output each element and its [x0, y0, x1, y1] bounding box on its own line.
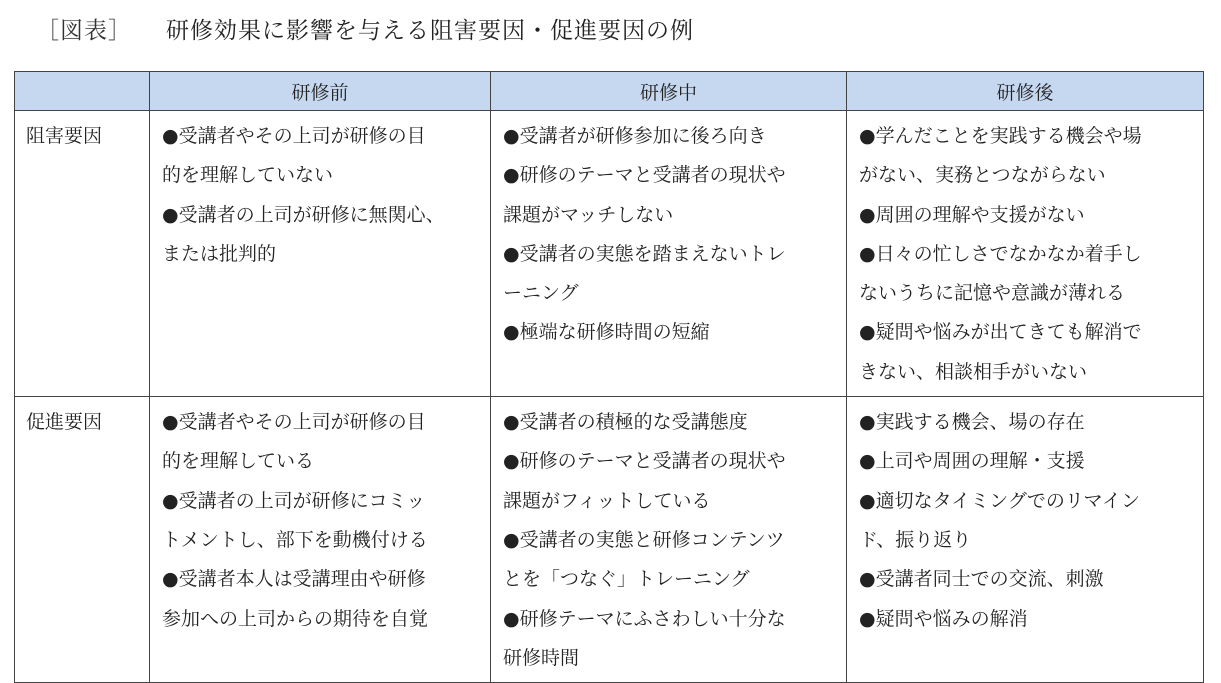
cell-line: ●適切なタイミングでのリマイン — [859, 489, 1141, 512]
cell-line: 参加への上司からの期待を自覚 — [162, 607, 429, 630]
factors-table — [14, 71, 1204, 683]
cell-line: ●受講者の実態を踏まえないトレ — [503, 242, 786, 265]
column-header-after: 研修後 — [847, 72, 1204, 111]
cell-line: ●研修のテーマと受講者の現状や — [503, 164, 786, 187]
cell-line: ●受講者の上司が研修にコミッ — [162, 489, 426, 512]
cell-line: ●日々の忙しさでなかなか着手し — [859, 242, 1142, 265]
figure-caption — [36, 12, 694, 45]
cell-line: 的を理解していない — [162, 164, 334, 187]
row-header-inhibiting: 阻害要因 — [15, 111, 150, 397]
cell-inhibiting-during — [491, 111, 847, 397]
cell-line: ●受講者の上司が研修に無関心、 — [162, 203, 445, 226]
cell-line: ●周囲の理解や支援がない — [859, 203, 1085, 226]
cell-line: ーニング — [503, 282, 579, 305]
cell-line: ●疑問や悩みが出てきても解消で — [859, 321, 1142, 344]
cell-line: ●研修テーマにふさわしい十分な — [503, 607, 786, 630]
cell-line: ●受講者やその上司が研修の目 — [162, 125, 426, 147]
cell-line: ●疑問や悩みの解消 — [859, 607, 1028, 630]
header-row — [15, 72, 1204, 111]
cell-line: ●学んだことを実践する機会や場 — [859, 125, 1142, 147]
cell-inhibiting-before — [150, 111, 491, 397]
cell-line: 課題がフィットしている — [503, 489, 711, 512]
cell-line: ●受講者の積極的な受講態度 — [503, 411, 748, 434]
caption-title: 研修効果に影響を与える阻害要因・促進要因の例 — [166, 18, 694, 44]
cell-line: ●受講者やその上司が研修の目 — [162, 411, 426, 434]
cell-line: ●研修のテーマと受講者の現状や — [503, 450, 786, 473]
cell-line: 的を理解している — [162, 450, 315, 473]
cell-line: ●受講者本人は受講理由や研修 — [162, 568, 426, 591]
cell-promoting-after — [847, 397, 1204, 683]
cell-line: ●受講者同士での交流、刺激 — [859, 568, 1104, 591]
cell-line: ●受講者が研修参加に後ろ向き — [503, 125, 767, 147]
caption-label: ［図表］ — [36, 18, 132, 44]
table-row-inhibiting — [15, 111, 1204, 397]
cell-line: ●受講者の実態と研修コンテンツ — [503, 528, 785, 551]
cell-line: または批判的 — [162, 242, 277, 265]
cell-line: 課題がマッチしない — [503, 203, 674, 226]
cell-line: ド、振り返り — [859, 528, 972, 551]
cell-promoting-before — [150, 397, 491, 683]
cell-line: トメントし、部下を動機付ける — [162, 528, 428, 551]
cell-line: ●上司や周囲の理解・支援 — [859, 450, 1085, 473]
cell-line: ●極端な研修時間の短縮 — [503, 321, 710, 344]
corner-cell — [15, 72, 150, 111]
column-header-before: 研修前 — [150, 72, 491, 111]
cell-line: がない、実務とつながらない — [859, 164, 1106, 187]
column-header-during: 研修中 — [491, 72, 847, 111]
cell-line: ないうちに記憶や意識が薄れる — [859, 282, 1126, 305]
cell-inhibiting-after — [847, 111, 1204, 397]
cell-line: とを「つなぐ」トレーニング — [503, 568, 750, 591]
cell-line: きない、相談相手がいない — [859, 360, 1088, 383]
cell-line: 研修時間 — [503, 646, 580, 669]
cell-promoting-during — [491, 397, 847, 683]
cell-line: ●実践する機会、場の存在 — [859, 411, 1085, 434]
row-header-promoting: 促進要因 — [15, 397, 150, 683]
table-row-promoting — [15, 397, 1204, 683]
